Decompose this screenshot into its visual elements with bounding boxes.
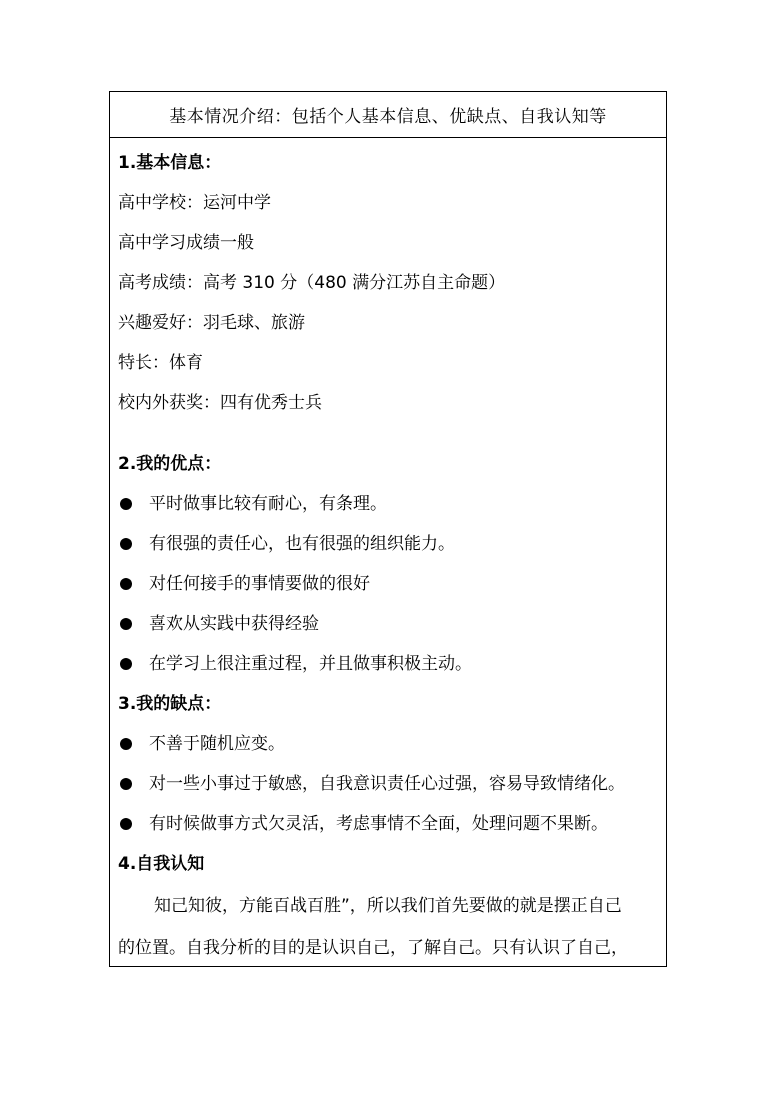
info-line-awards: 校内外获奖：四有优秀士兵 xyxy=(118,393,322,413)
bullet-icon xyxy=(120,578,132,590)
weakness-text: 不善于随机应变。 xyxy=(149,734,285,754)
bullet-icon xyxy=(120,618,132,630)
strength-text: 对任何接手的事情要做的很好 xyxy=(149,574,370,594)
section-strengths-title: 2.我的优点： xyxy=(118,454,222,474)
bullet-icon xyxy=(120,538,132,550)
strength-item xyxy=(118,534,455,554)
bullet-icon xyxy=(120,658,132,670)
strength-text: 平时做事比较有耐心，有条理。 xyxy=(149,494,387,514)
strength-text: 有很强的责任心，也有很强的组织能力。 xyxy=(149,534,455,554)
weakness-text: 有时候做事方式欠灵活，考虑事情不全面，处理问题不果断。 xyxy=(149,814,608,834)
strength-item xyxy=(118,494,387,514)
strength-text: 在学习上很注重过程，并且做事积极主动。 xyxy=(149,654,472,674)
info-line-school: 高中学校：运河中学 xyxy=(118,193,271,213)
strength-item xyxy=(118,574,370,594)
info-line-grades: 高中学习成绩一般 xyxy=(118,233,254,253)
bullet-icon xyxy=(120,498,132,510)
weakness-text: 对一些小事过于敏感，自我意识责任心过强，容易导致情绪化。 xyxy=(149,774,625,794)
weakness-item xyxy=(118,814,608,834)
section-weaknesses-title: 3.我的缺点： xyxy=(118,694,222,714)
table-header xyxy=(110,92,666,138)
section-self-awareness-title: 4.自我认知 xyxy=(118,854,205,874)
strength-item xyxy=(118,654,472,674)
bullet-icon xyxy=(120,738,132,750)
info-line-specialty: 特长：体育 xyxy=(118,353,203,373)
weakness-item xyxy=(118,774,625,794)
info-table xyxy=(109,91,667,967)
strength-text: 喜欢从实践中获得经验 xyxy=(149,614,319,634)
bullet-icon xyxy=(120,778,132,790)
weakness-item xyxy=(118,734,285,754)
info-line-exam-score: 高考成绩：高考 310 分（480 满分江苏自主命题） xyxy=(118,273,506,293)
paragraph-line: 的位置。自我分析的目的是认识自己，了解自己。只有认识了自己， xyxy=(118,938,628,958)
table-header-title: 基本情况介绍：包括个人基本信息、优缺点、自我认知等 xyxy=(169,107,607,127)
paragraph-line: 知己知彼，方能百战百胜”，所以我们首先要做的就是摆正自己 xyxy=(154,896,622,916)
section-basic-info-title: 1.基本信息： xyxy=(118,153,222,173)
info-line-hobbies: 兴趣爱好：羽毛球、旅游 xyxy=(118,313,305,333)
strength-item xyxy=(118,614,319,634)
bullet-icon xyxy=(120,818,132,830)
